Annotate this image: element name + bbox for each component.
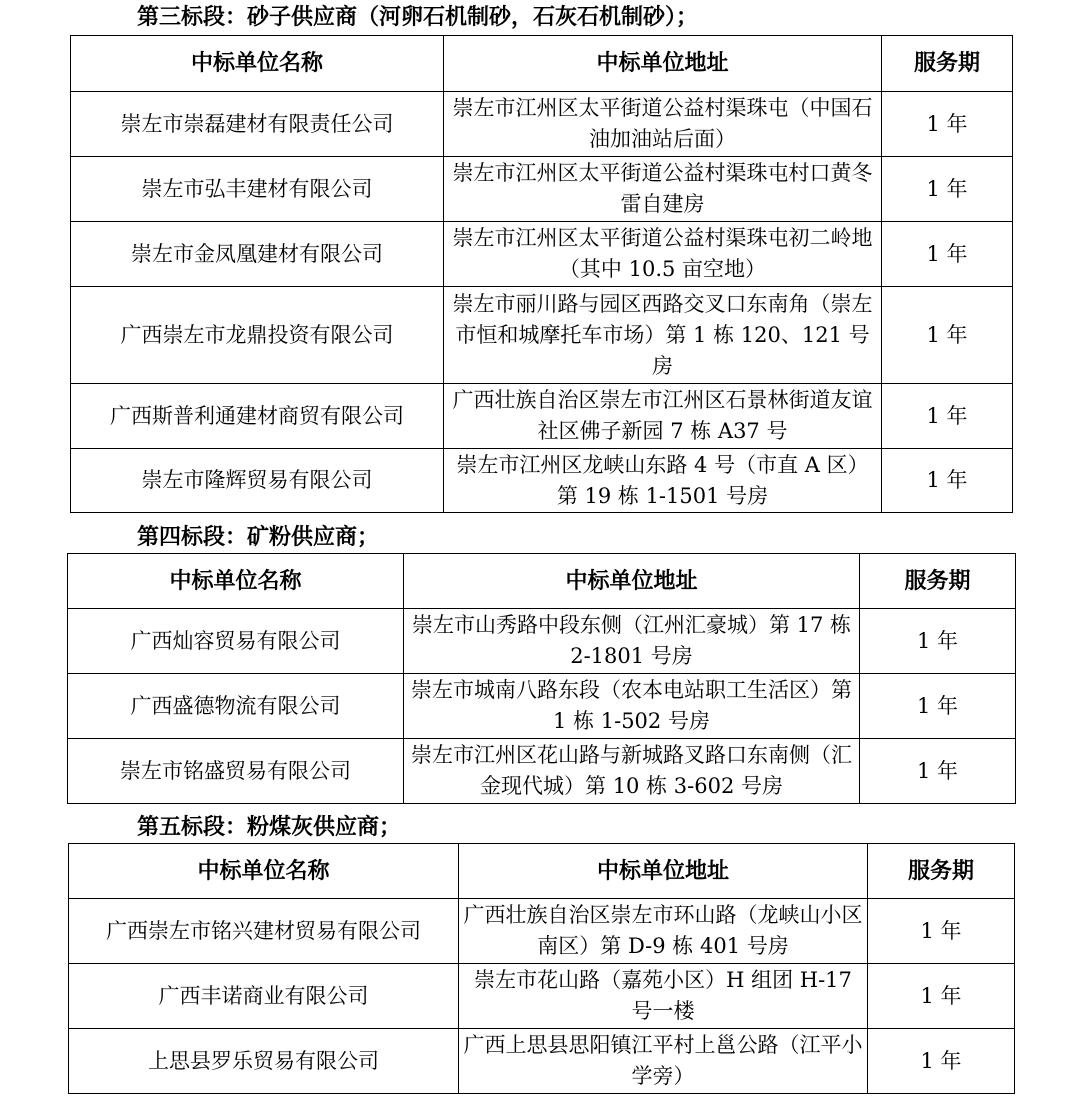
service-period: 1 年 [882,157,1013,222]
header-period: 服务期 [868,844,1015,899]
company-address: 广西壮族自治区崇左市环山路（龙峡山小区南区）第 D-9 栋 401 号房 [459,899,868,964]
company-name: 广西崇左市龙鼎投资有限公司 [71,287,444,384]
service-period: 1 年 [860,739,1016,804]
company-address: 崇左市山秀路中段东侧（江州汇豪城）第 17 栋 2-1801 号房 [404,609,860,674]
service-period: 1 年 [882,449,1013,513]
supplier-table-section-3 [70,35,1013,513]
table-row [68,674,1016,739]
table-row [68,739,1016,804]
header-address: 中标单位地址 [404,554,860,609]
company-name: 崇左市隆辉贸易有限公司 [71,449,444,513]
service-period: 1 年 [882,222,1013,287]
company-address: 崇左市江州区龙峡山东路 4 号（市直 A 区）第 19 栋 1-1501 号房 [444,449,882,513]
section-title-3: 第三标段：砂子供应商（河卵石机制砂，石灰石机制砂）； [137,4,699,30]
section-title-4: 第四标段：矿粉供应商； [137,524,380,550]
company-address: 崇左市江州区太平街道公益村渠珠屯初二岭地（其中 10.5 亩空地） [444,222,882,287]
table-row [68,609,1016,674]
service-period: 1 年 [882,287,1013,384]
header-address: 中标单位地址 [459,844,868,899]
table-header-row [68,554,1016,609]
table-row [71,92,1013,157]
service-period: 1 年 [882,92,1013,157]
service-period: 1 年 [860,674,1016,739]
company-address: 崇左市花山路（嘉苑小区）H 组团 H-17 号一楼 [459,964,868,1029]
company-name: 广西灿容贸易有限公司 [68,609,404,674]
table-header-row [71,36,1013,92]
supplier-table-section-5 [68,843,1015,1094]
table-row [71,384,1013,449]
company-address: 崇左市江州区太平街道公益村渠珠屯村口黄冬雷自建房 [444,157,882,222]
company-address: 崇左市城南八路东段（农本电站职工生活区）第 1 栋 1-502 号房 [404,674,860,739]
service-period: 1 年 [868,1029,1015,1094]
company-name: 广西盛德物流有限公司 [68,674,404,739]
table-row [71,222,1013,287]
header-address: 中标单位地址 [444,36,882,92]
header-name: 中标单位名称 [71,36,444,92]
company-address: 崇左市江州区太平街道公益村渠珠屯（中国石油加油站后面） [444,92,882,157]
company-address: 广西上思县思阳镇江平村上邕公路（江平小学旁） [459,1029,868,1094]
company-address: 广西壮族自治区崇左市江州区石景林街道友谊社区佛子新园 7 栋 A37 号 [444,384,882,449]
table-row [71,287,1013,384]
company-address: 崇左市丽川路与园区西路交叉口东南角（崇左市恒和城摩托车市场）第 1 栋 120、121 号房 [444,287,882,384]
header-name: 中标单位名称 [68,554,404,609]
table-row [69,1029,1015,1094]
table-row [71,449,1013,513]
header-name: 中标单位名称 [69,844,459,899]
company-name: 崇左市铭盛贸易有限公司 [68,739,404,804]
company-name: 崇左市崇磊建材有限责任公司 [71,92,444,157]
company-name: 崇左市弘丰建材有限公司 [71,157,444,222]
table-header-row [69,844,1015,899]
company-name: 广西斯普利通建材商贸有限公司 [71,384,444,449]
service-period: 1 年 [868,964,1015,1029]
company-name: 崇左市金凤凰建材有限公司 [71,222,444,287]
section-title-5: 第五标段：粉煤灰供应商； [137,814,402,840]
service-period: 1 年 [860,609,1016,674]
table-row [69,899,1015,964]
company-name: 上思县罗乐贸易有限公司 [69,1029,459,1094]
company-name: 广西崇左市铭兴建材贸易有限公司 [69,899,459,964]
table-row [69,964,1015,1029]
header-period: 服务期 [882,36,1013,92]
service-period: 1 年 [868,899,1015,964]
header-period: 服务期 [860,554,1016,609]
supplier-table-section-4 [67,553,1016,804]
company-name: 广西丰诺商业有限公司 [69,964,459,1029]
table-row [71,157,1013,222]
company-address: 崇左市江州区花山路与新城路叉路口东南侧（汇金现代城）第 10 栋 3-602 号房 [404,739,860,804]
service-period: 1 年 [882,384,1013,449]
